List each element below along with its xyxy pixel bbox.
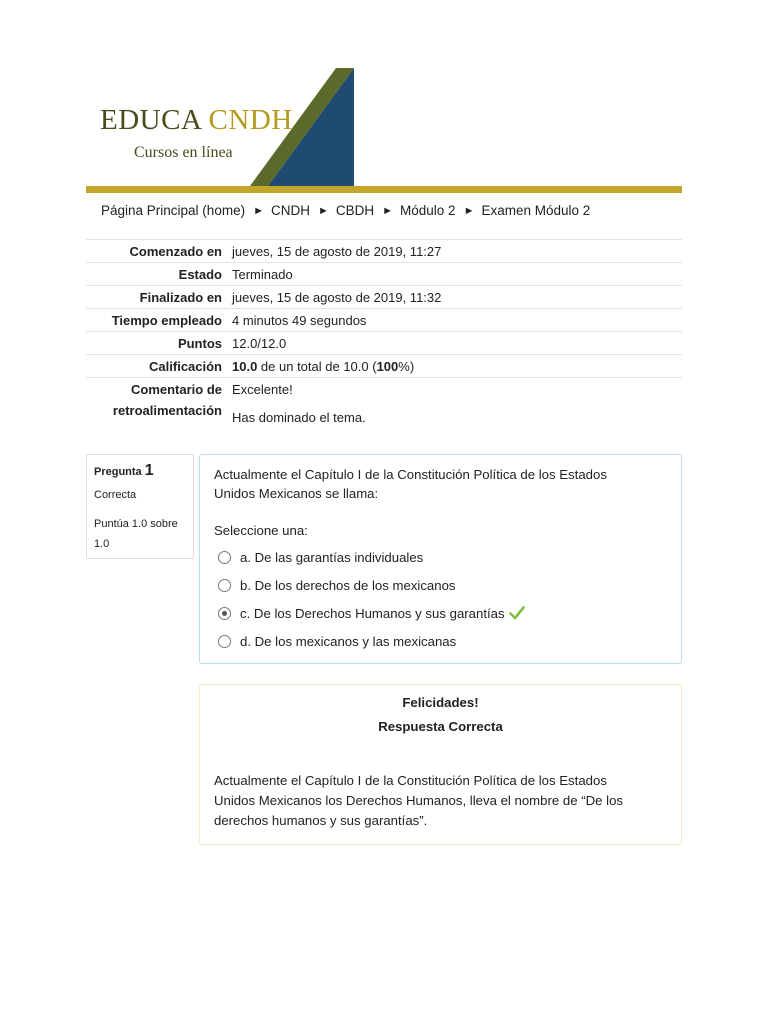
summary-row-finished: [86, 285, 682, 308]
state-label: Estado: [178, 267, 222, 282]
question-prompt: Seleccione una:: [214, 523, 308, 538]
grade-label: Calificación: [149, 359, 222, 374]
grade-score: 10.0: [232, 359, 258, 374]
grade-value: [232, 355, 682, 377]
started-value: jueves, 15 de agosto de 2019, 11:27: [232, 244, 442, 259]
feedback-text-line1: Actualmente el Capítulo I de la Constitución Política de los Estados: [214, 773, 607, 788]
question-content: [199, 454, 682, 664]
answer-feedback: [199, 684, 682, 845]
feedback-subtitle: Respuesta Correcta: [378, 719, 503, 734]
radio-button-selected[interactable]: [218, 607, 231, 620]
question-text-line1: Actualmente el Capítulo I de la Constitución Política de los Estados: [214, 467, 607, 482]
breadcrumb-examen[interactable]: Examen Módulo 2: [481, 203, 591, 218]
feedback-title: Felicidades!: [402, 695, 479, 710]
feedback-value: [232, 378, 682, 428]
answer-option-b[interactable]: [214, 571, 667, 599]
feedback-label-line2: retroalimentación: [112, 403, 222, 418]
question-title: Pregunta: [94, 466, 142, 478]
attempt-summary-table: [86, 239, 682, 437]
points-label: Puntos: [177, 336, 222, 351]
feedback-value-line1: Excelente!: [232, 382, 293, 397]
logo-subtitle: Cursos en línea: [134, 144, 233, 161]
question-number-value: 1: [144, 462, 154, 479]
grade-total: de un total de 10.0 (: [257, 359, 377, 374]
summary-row-grade: [86, 354, 682, 377]
breadcrumb-home[interactable]: Página Principal (home): [101, 203, 246, 218]
question-text: [214, 465, 667, 503]
summary-row-time: [86, 308, 682, 331]
time-label: Tiempo empleado: [111, 313, 222, 328]
radio-button[interactable]: [218, 579, 231, 592]
question-info: [86, 454, 194, 559]
question-text-line2: Unidos Mexicanos se llama:: [214, 486, 379, 501]
feedback-label: [86, 378, 232, 424]
finished-value: jueves, 15 de agosto de 2019, 11:32: [232, 290, 442, 305]
feedback-text: [214, 771, 667, 831]
logo-educa: EDUCA: [100, 104, 201, 136]
breadcrumb-cndh[interactable]: CNDH: [270, 203, 310, 218]
started-label: Comenzado en: [129, 244, 222, 259]
radio-button[interactable]: [218, 635, 231, 648]
answer-option-c[interactable]: [214, 599, 667, 627]
grade-percent: 100: [376, 359, 399, 374]
answer-option-d[interactable]: [214, 627, 667, 655]
answer-list: [214, 543, 667, 655]
breadcrumb: [101, 203, 590, 218]
breadcrumb-separator-icon: ►: [317, 204, 329, 217]
question-number: [94, 462, 186, 480]
finished-label: Finalizado en: [139, 290, 222, 305]
logo-cndh: CNDH: [208, 104, 293, 136]
grade-percent-end: %): [398, 359, 415, 374]
question-grade-line2: 1.0: [94, 538, 110, 550]
feedback-label-line1: Comentario de: [130, 382, 222, 397]
feedback-text-line2: Unidos Mexicanos los Derechos Humanos, lleva el nombre de “De los: [214, 793, 623, 808]
breadcrumb-separator-icon: ►: [463, 204, 475, 217]
site-logo: [86, 68, 682, 192]
question-grade: [94, 514, 186, 554]
question-state: Correcta: [94, 489, 137, 501]
checkmark-icon: [509, 606, 525, 620]
summary-row-state: [86, 262, 682, 285]
radio-button[interactable]: [218, 551, 231, 564]
question-grade-line1: Puntúa 1.0 sobre: [94, 518, 178, 530]
time-value: 4 minutos 49 segundos: [232, 313, 367, 328]
state-value: Terminado: [232, 267, 293, 282]
summary-row-points: [86, 331, 682, 354]
answer-option-a[interactable]: [214, 543, 667, 571]
header-divider: [86, 186, 682, 193]
summary-row-feedback: [86, 377, 682, 437]
breadcrumb-modulo-2[interactable]: Módulo 2: [400, 203, 456, 218]
answer-label: d. De los mexicanos y las mexicanas: [240, 633, 457, 649]
breadcrumb-separator-icon: ►: [382, 204, 394, 217]
answer-label: b. De los derechos de los mexicanos: [240, 577, 456, 593]
answer-label: c. De los Derechos Humanos y sus garantías: [240, 605, 505, 621]
summary-row-started: [86, 239, 682, 262]
logo-title: [100, 104, 293, 137]
breadcrumb-separator-icon: ►: [253, 204, 264, 217]
feedback-value-line2: Has dominado el tema.: [232, 410, 366, 425]
feedback-text-line3: derechos humanos y sus garantías”.: [214, 813, 428, 828]
breadcrumb-cbdh[interactable]: CBDH: [335, 203, 375, 218]
points-value: 12.0/12.0: [232, 336, 287, 351]
answer-label: a. De las garantías individuales: [240, 549, 424, 565]
